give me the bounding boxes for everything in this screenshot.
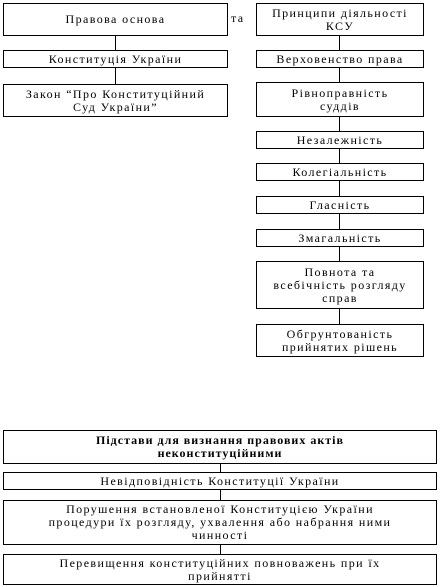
principles-box: Принципи діяльності КСУ <box>256 3 424 36</box>
constitution-box: Конституція України <box>3 50 228 68</box>
legal-basis-box: Правова основа <box>3 3 228 36</box>
principle-item: Рівноправність суддів <box>256 82 424 117</box>
connector-line <box>220 490 221 500</box>
connector-label: та <box>231 11 245 25</box>
connector-line <box>115 68 116 84</box>
principle-item: Обгрунтованість прийнятих рішень <box>256 324 424 357</box>
connector-line <box>220 545 221 554</box>
connector-line <box>115 36 116 50</box>
grounds-title-box: Підстави для визнання правових актів неконституційними <box>3 430 437 464</box>
principle-item: Верховенство права <box>256 50 424 68</box>
ground-item: Перевищення конституційних повноважень при їх прийнятті <box>3 554 437 585</box>
principle-item: Гласність <box>256 196 424 214</box>
principle-item: Повнота та всебічність розгляду справ <box>256 261 424 309</box>
law-box: Закон “Про Конституційний Суд України” <box>3 84 228 117</box>
ground-item: Невідповідність Конституції України <box>3 472 437 490</box>
principle-item: Змагальність <box>256 229 424 247</box>
principle-item: Колегіальність <box>256 163 424 181</box>
connector-line <box>220 464 221 472</box>
ground-item: Порушення встановленої Конституцією України процедури їх розгляду, ухвалення або набрання ними чинності <box>3 500 437 545</box>
principle-item: Незалежність <box>256 131 424 149</box>
